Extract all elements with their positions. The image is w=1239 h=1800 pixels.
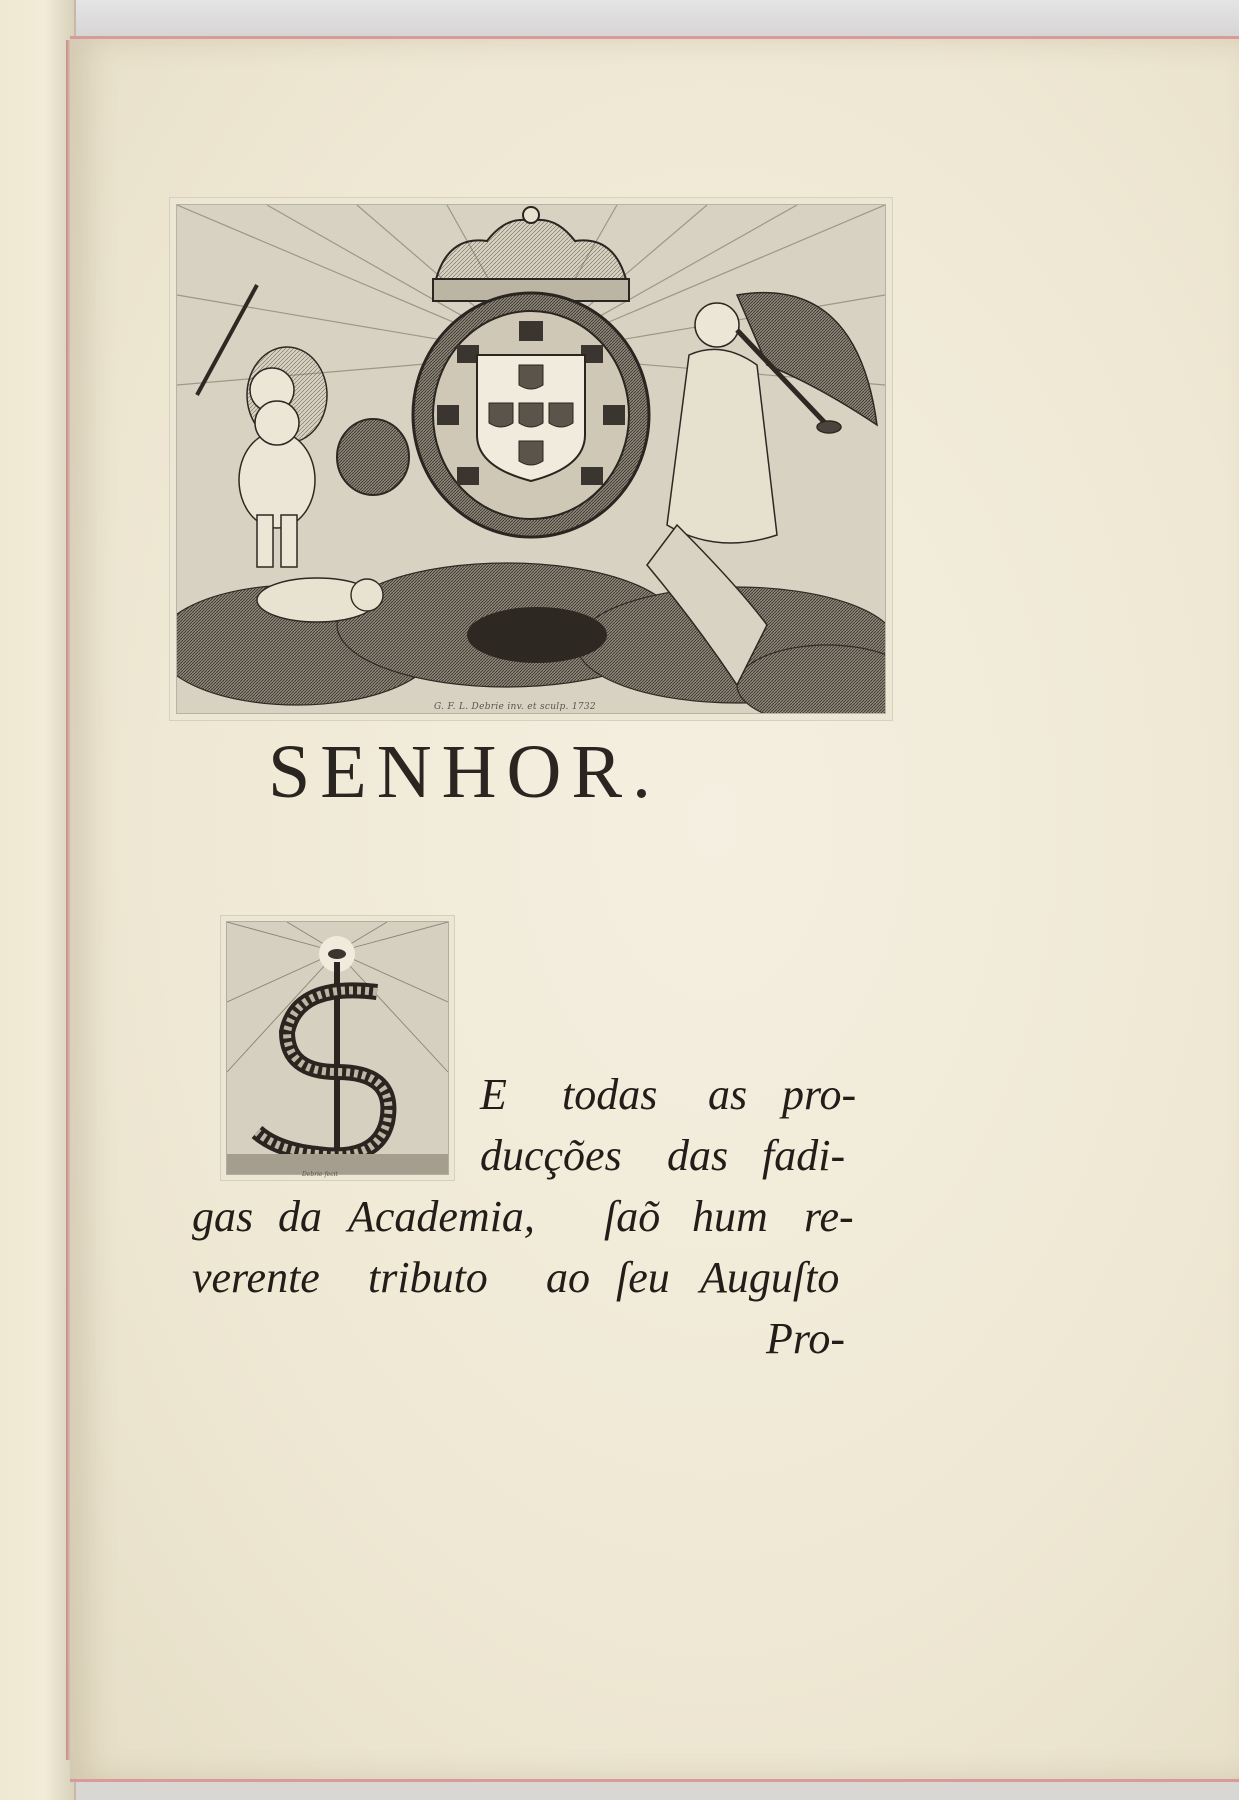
word: das (667, 1131, 729, 1180)
decorated-initial (226, 921, 449, 1175)
word: ſaõ (604, 1192, 661, 1241)
coat-of-arms-illustration (177, 205, 885, 713)
word: fadi- (762, 1131, 846, 1180)
word: as (708, 1070, 748, 1119)
word: gas (192, 1192, 254, 1241)
word: hum (692, 1192, 768, 1241)
facing-page-edge (0, 0, 76, 1800)
word: Academia, (348, 1192, 535, 1241)
word: verente (192, 1253, 320, 1302)
page-title: SENHOR. (268, 730, 662, 814)
serpent-initial-illustration (227, 922, 448, 1174)
initial-credit: Debrie fecit (302, 1171, 338, 1178)
word: tributo (368, 1253, 488, 1302)
word: ao (546, 1253, 590, 1302)
word: E (480, 1070, 507, 1119)
word: Pro- (766, 1314, 846, 1363)
engraving-credit: G. F. L. Debrie inv. et sculp. 1732 (434, 702, 596, 712)
word: todas (562, 1070, 658, 1119)
word: re- (804, 1192, 854, 1241)
word: pro- (782, 1070, 857, 1119)
coat-of-arms-engraving (176, 204, 886, 714)
word: da (278, 1192, 322, 1241)
word: ducções (480, 1131, 622, 1180)
word: ſeu (616, 1253, 670, 1302)
word: Auguſto (700, 1253, 840, 1302)
background-table (0, 0, 1239, 40)
